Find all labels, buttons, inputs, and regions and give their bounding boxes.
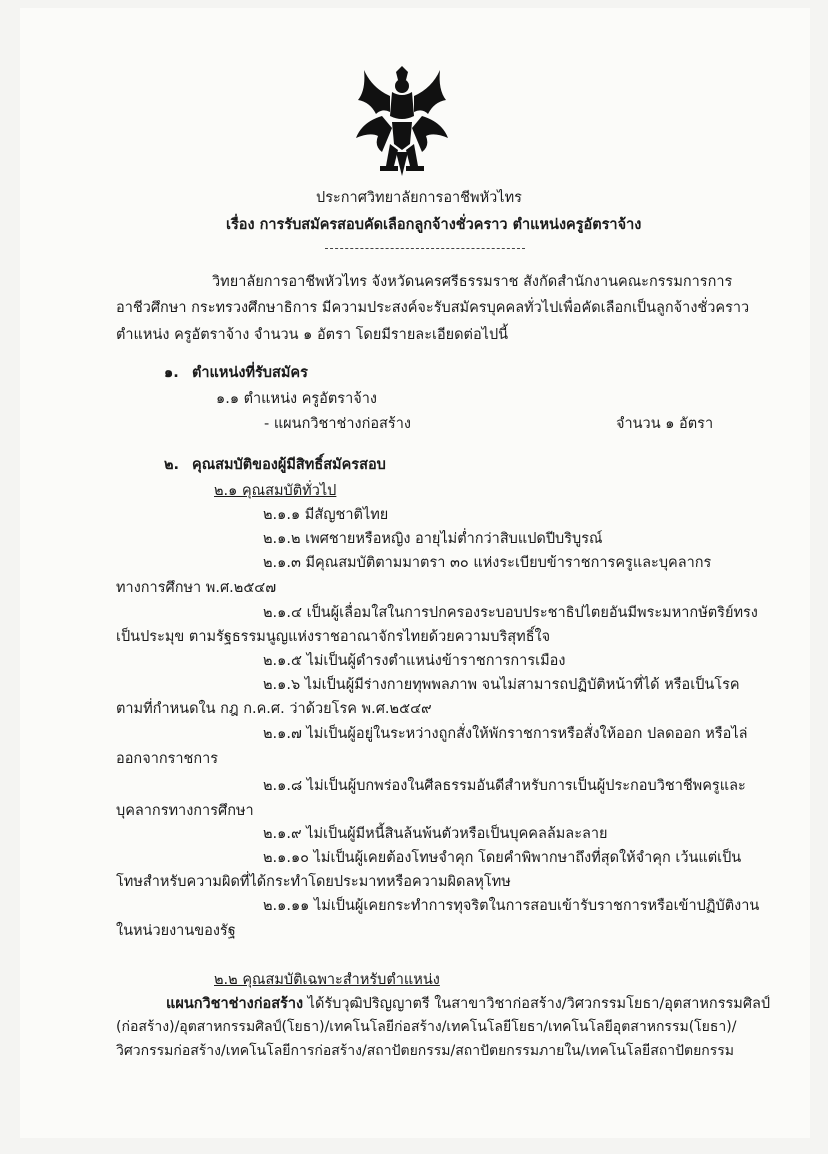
qualification-item: ๒.๑.๙ ไม่เป็นผู้มีหนี้สินล้นพ้นตัวหรือเป็นบุคคลล้มละลาย	[263, 826, 608, 842]
garuda-emblem-icon	[352, 66, 452, 178]
qualification-item-continued: โทษสำหรับความผิดที่ได้กระทำโดยประมาทหรือความผิดลหุโทษ	[116, 874, 511, 890]
document-title: ประกาศวิทยาลัยการอาชีพหัวไทร	[316, 190, 522, 206]
specific-department-label: แผนกวิชาช่างก่อสร้าง	[166, 996, 304, 1012]
intro-line-1: วิทยาลัยการอาชีพหัวไทร จังหวัดนครศรีธรรมราช สังกัดสำนักงานคณะกรรมการการ	[212, 274, 733, 290]
specific-qualification-line-2: (ก่อสร้าง)/อุตสาหกรรมศิลป์(โยธา)/เทคโนโลยีก่อสร้าง/เทคโนโลยีโยธา/เทคโนโลยีอุตสาหกรรม(โยธา)/	[116, 1019, 737, 1035]
specific-qualification-line-3: วิศวกรรมก่อสร้าง/เทคโนโลยีการก่อสร้าง/สถาปัตยกรรม/สถาปัตยกรรมภายใน/เทคโนโลยีสถาปัตยกรรม	[116, 1043, 735, 1059]
document-subject: เรื่อง การรับสมัครสอบคัดเลือกลูกจ้างชั่วคราว ตำแหน่งครูอัตราจ้าง	[226, 217, 642, 233]
intro-line-2: อาชีวศึกษา กระทรวงศึกษาธิการ มีความประสงค์จะรับสมัครบุคคลทั่วไปเพื่อคัดเลือกเป็นลูกจ้างชั่วคราว	[116, 300, 750, 316]
qualification-item-continued: ทางการศึกษา พ.ศ.๒๕๔๗	[116, 580, 277, 596]
qualification-item: ๒.๑.๔ เป็นผู้เลื่อมใสในการปกครองระบอบประชาธิปไตยอันมีพระมหากษัตริย์ทรง	[263, 605, 758, 621]
qualification-item: ๒.๑.๘ ไม่เป็นผู้บกพร่องในศีลธรรมอันดีสำหรับการเป็นผู้ประกอบวิชาชีพครูและ	[263, 778, 746, 794]
qualification-item-continued: ตามที่กำหนดใน กฎ ก.ค.ศ. ว่าด้วยโรค พ.ศ.๒๕๔๙	[116, 701, 432, 717]
section2-number: ๒.	[164, 457, 180, 473]
section1-item: ๑.๑ ตำแหน่ง ครูอัตราจ้าง	[216, 391, 377, 407]
qualification-item-continued: ออกจากราชการ	[116, 751, 219, 767]
section2-heading: คุณสมบัติของผู้มีสิทธิ์สมัครสอบ	[192, 457, 386, 473]
qualification-item-continued: ในหน่วยงานของรัฐ	[116, 923, 236, 939]
qualification-item: ๒.๑.๑๐ ไม่เป็นผู้เคยต้องโทษจำคุก โดยคำพิพากษาถึงที่สุดให้จำคุก เว้นแต่เป็น	[263, 850, 742, 866]
section1-heading: ตำแหน่งที่รับสมัคร	[192, 365, 308, 381]
section1-number: ๑.	[164, 365, 179, 381]
qualification-item: ๒.๑.๗ ไม่เป็นผู้อยู่ในระหว่างถูกสั่งให้พักราชการหรือสั่งให้ออก ปลดออก หรือไล่	[263, 726, 748, 742]
qualification-item: ๒.๑.๖ ไม่เป็นผู้มีร่างกายทุพพลภาพ จนไม่สามารถปฏิบัติหน้าที่ได้ หรือเป็นโรค	[263, 677, 740, 693]
section1-count: จำนวน ๑ อัตรา	[616, 416, 714, 432]
document-page	[20, 8, 810, 1138]
section2-sub1-heading: ๒.๑ คุณสมบัติทั่วไป	[214, 483, 337, 499]
specific-degree-text: ได้รับวุฒิปริญญาตรี ในสาขาวิชาก่อสร้าง/วิศวกรรมโยธา/อุตสาหกรรมศิลป์	[303, 996, 771, 1012]
qualification-item: ๒.๑.๑๑ ไม่เป็นผู้เคยกระทำการทุจริตในการสอบเข้ารับราชการหรือเข้าปฏิบัติงาน	[263, 898, 760, 914]
intro-line-3: ตำแหน่ง ครูอัตราจ้าง จำนวน ๑ อัตรา โดยมีรายละเอียดต่อไปนี้	[116, 327, 509, 343]
qualification-item-continued: บุคลากรทางการศึกษา	[116, 803, 254, 819]
section1-department: - แผนกวิชาช่างก่อสร้าง	[264, 416, 411, 432]
specific-qualification-line-1	[166, 992, 770, 1015]
qualification-item: ๒.๑.๒ เพศชายหรือหญิง อายุไม่ต่ำกว่าสิบแปดปีบริบูรณ์	[263, 531, 603, 547]
qualification-item: ๒.๑.๑ มีสัญชาติไทย	[263, 507, 389, 523]
section2-sub2-heading: ๒.๒ คุณสมบัติเฉพาะสำหรับตำแหน่ง	[214, 972, 440, 988]
qualification-item: ๒.๑.๓ มีคุณสมบัติตามมาตรา ๓๐ แห่งระเบียบข้าราชการครูและบุคลากร	[263, 555, 712, 571]
qualification-item: ๒.๑.๕ ไม่เป็นผู้ดำรงตำแหน่งข้าราชการการเมือง	[263, 653, 566, 669]
qualification-item-continued: เป็นประมุข ตามรัฐธรรมนูญแห่งราชอาณาจักรไทยด้วยความบริสุทธิ์ใจ	[116, 629, 551, 645]
title-divider	[325, 248, 525, 249]
